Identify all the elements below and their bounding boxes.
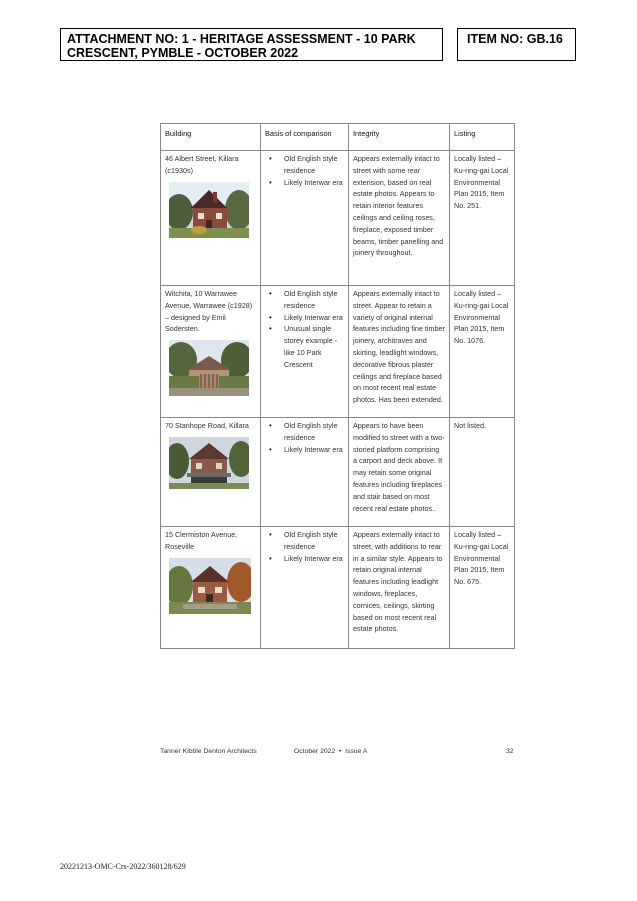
building-cell: [161, 418, 261, 527]
basis-list: [265, 529, 344, 564]
footer-page-number: 32: [506, 748, 514, 755]
attachment-title-line2: CRESCENT, PYMBLE - OCTOBER 2022: [67, 46, 299, 60]
footer-firm: Tanner Kibble Denton Architects: [160, 748, 257, 755]
listing-cell: Locally listed – Ku-ring-gai Local Environmental Plan 2015, Item No. 251.: [450, 151, 515, 286]
house-photo: [169, 182, 249, 238]
list-item: • Old English style residence: [284, 153, 344, 177]
building-name: Witchita, 10 Warrawee Avenue, Warrawee (c1928) – designed by Emil Sodersten.: [165, 289, 253, 334]
table-row: [161, 286, 515, 418]
integrity-cell: Appears externally intact to street, with additions to rear in a similar style. Appears to retain original internal features including leadlight windows, fireplaces, cornices, ceilings, skirting based on most recent real estate photos.: [349, 527, 450, 649]
item-number: ITEM NO: GB.16: [467, 32, 563, 46]
house-photo: [169, 558, 251, 614]
building-name: 15 Clermiston Avenue, Roseville: [165, 530, 238, 551]
listing-cell: Not listed.: [450, 418, 515, 527]
integrity-cell: Appears externally intact to street with some rear extension, based on real estate photos. Appears to retain interior features ceilings and ceiling roses, fireplace, exposed timber beams, timber panelling and joinery throughout.: [349, 151, 450, 286]
building-cell: [161, 151, 261, 286]
listing-cell: Locally listed – Ku-ring-gai Local Environmental Plan 2015, Item No. 1076.: [450, 286, 515, 418]
list-item: • Likely Interwar era: [284, 312, 344, 324]
table-row: [161, 418, 515, 527]
building-name: 70 Stanhope Road, Killara: [165, 421, 249, 430]
list-item: • Likely Interwar era: [284, 177, 344, 189]
basis-cell: [261, 418, 349, 527]
list-item: • Old English style residence: [284, 529, 344, 553]
comparison-table: [160, 123, 515, 649]
table-row: [161, 151, 515, 286]
basis-cell: [261, 286, 349, 418]
listing-cell: Locally listed – Ku-ring-gai Local Environmental Plan 2015, Item No. 675.: [450, 527, 515, 649]
list-item: • Likely Interwar era: [284, 444, 344, 456]
footer-date-issue: October 2022 • Issue A: [294, 748, 368, 755]
attachment-title-line1: ATTACHMENT NO: 1 - HERITAGE ASSESSMENT - 10 PARK: [67, 32, 416, 46]
building-name: 46 Albert Street, Killara (c1930s): [165, 154, 239, 175]
document-reference: 20221213-OMC-Crs-2022/360128/629: [60, 862, 186, 871]
house-photo: [169, 437, 249, 489]
column-header-building: Building: [161, 124, 261, 151]
table-header-row: [161, 124, 515, 151]
basis-list: [265, 153, 344, 188]
basis-list: [265, 420, 344, 455]
house-photo: [169, 340, 249, 396]
column-header-integrity: Integrity: [349, 124, 450, 151]
building-cell: [161, 527, 261, 649]
list-item: • Old English style residence: [284, 288, 344, 312]
table-row: [161, 527, 515, 649]
integrity-cell: Appears externally intact to street. Appear to retain a variety of original internal features including fine timber joinery, architraves and skirting, leadlight windows, decorative fibrous plaster ceilings and fireplace based on most recent real estate photos. Has been extended.: [349, 286, 450, 418]
column-header-listing: Listing: [450, 124, 515, 151]
basis-list: [265, 288, 344, 371]
list-item: • Likely Interwar era: [284, 553, 344, 565]
attachment-title-box: [60, 28, 443, 61]
integrity-cell: Appears to have been modified to street with a two-storied platform comprising a carport and deck above. It may retain some original features including fireplaces and stair based on most recent real estate photos..: [349, 418, 450, 527]
list-item: • Unusual single storey example - like 10 Park Crescent: [284, 323, 344, 370]
list-item: • Old English style residence: [284, 420, 344, 444]
building-cell: [161, 286, 261, 418]
basis-cell: [261, 151, 349, 286]
basis-cell: [261, 527, 349, 649]
column-header-basis: Basis of comparison: [261, 124, 349, 151]
item-number-box: [457, 28, 576, 61]
